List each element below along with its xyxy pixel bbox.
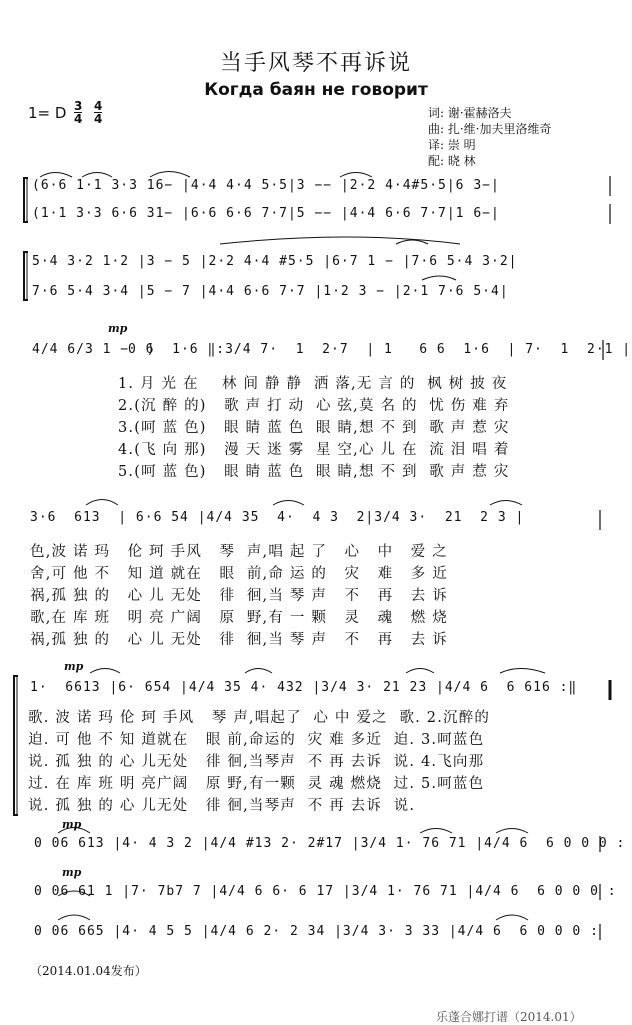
section1-lyric-verse4: 4.(飞 向 那) 漫 天 迷 雾 星 空,心 儿 在 流 泪 唱 着 <box>118 442 510 458</box>
dynamic-mp-4: mp <box>62 866 82 879</box>
song-title-chinese: 当手风琴不再诉说 <box>219 51 412 76</box>
key-signature: 1= D <box>28 104 67 122</box>
lyricist-credit: 词: 谢·霍赫洛夫 <box>428 106 512 120</box>
section3-lyric-verse1: 歌. 波 诺 玛 伦 珂 手风 琴 声,唱起了 心 中 爱之 歌. 2.沉醉的 <box>28 710 491 726</box>
section3-lyric-verse4: 过. 在 库 班 明 亮广阔 原 野,有一颗 灵 魂 燃烧 过. 5.呵蓝色 <box>28 776 485 792</box>
section3-notes: 1· 6613 |6· 654 |4/4 35 4· 432 |3/4 3· 21 23 |4/4 6 6 616 :‖ <box>30 680 578 695</box>
section2-lyric-verse2: 舍,可 他 不 知 道 就在 眼 前,命 运 的 灾 难 多 近 <box>30 566 448 582</box>
intro-row1-upper: (6·6 1·1 3·3 16− |4·4 4·4 5·5|3 −− |2·2 4·4#5·5|6 3−| <box>32 178 500 193</box>
dynamic-mp-3: mp <box>62 818 82 831</box>
section3-lyric-verse2: 迫. 可 他 不 知 道就在 眼 前,命运的 灾 难 多近 迫. 3.呵蓝色 <box>28 732 485 748</box>
engraver-credit: 乐蓬合娜打谱（2014.01） <box>436 1010 582 1024</box>
time-signature-4-4: 4 4 <box>94 99 103 126</box>
publish-date: （2014.01.04发布） <box>30 964 147 978</box>
section1-lyric-verse1: 1. 月 光 在 林 间 静 静 洒 落,无 言 的 枫 树 披 夜 <box>118 376 508 392</box>
section1-lyric-verse2: 2.(沉 醉 的) 歌 声 打 动 心 弦,莫 名 的 忧 伤 难 弃 <box>118 398 510 414</box>
intro-row2-upper: 5·4 3·2 1·2 |3 − 5 |2·2 4·4 #5·5 |6·7 1 − |7·6 5·4 3·2| <box>32 254 518 269</box>
section1-lyric-verse5: 5.(呵 蓝 色) 眼 睛 蓝 色 眼 睛,想 不 到 歌 声 惹 灾 <box>118 464 510 480</box>
section2-notes: 3·6 613 | 6·6 54 |4/4 35 4· 4 3 2|3/4 3· 21 2 3 | <box>30 510 525 525</box>
section4-part2: 0 06 61 1 |7· 7b7 7 |4/4 6 6· 6 17 |3/4 1· 76 71 |4/4 6 6 0 0 0 : <box>34 884 617 899</box>
section3-lyric-verse3: 说. 孤 独 的 心 儿无处 徘 徊,当琴声 不 再 去诉 说. 4.飞向那 <box>28 754 485 770</box>
section2-lyric-verse5: 祸,孤 独 的 心 儿 无处 徘 徊,当 琴 声 不 再 去 诉 <box>30 632 448 648</box>
section2-lyric-verse4: 歌,在 库 班 明 亮 广阔 原 野,有 一 颗 灵 魂 燃 烧 <box>30 610 448 626</box>
section3-lyric-verse5: 说. 孤 独 的 心 儿无处 徘 徊,当琴声 不 再 去诉 说. <box>28 798 416 814</box>
song-title-russian: Когда баян не говорит <box>204 80 428 100</box>
section1-lyric-verse3: 3.(呵 蓝 色) 眼 睛 蓝 色 眼 睛,想 不 到 歌 声 惹 灾 <box>118 420 510 436</box>
section1-notes: 0 6 1·6 ‖:3/4 7· 1 2·7 | 1 6 6 1·6 | 7· 1 2·1 | <box>128 342 632 357</box>
arranger-credit: 配: 晓 林 <box>428 154 476 168</box>
composer-credit: 曲: 扎·维·加夫里洛维奇 <box>428 122 552 136</box>
section2-lyric-verse3: 祸,孤 独 的 心 儿 无处 徘 徊,当 琴 声 不 再 去 诉 <box>30 588 448 604</box>
section1-prefix: 4/4 6/3 1 − ) <box>32 342 156 357</box>
section4-part1: 0 06 613 |4· 4 3 2 |4/4 #13 2· 2#17 |3/4 1· 76 71 |4/4 6 6 0 0 0 : <box>34 836 626 851</box>
section4-part3: 0 06 665 |4· 4 5 5 |4/4 6 2· 2 34 |3/4 3· 3 33 |4/4 6 6 0 0 0 : <box>34 924 599 939</box>
intro-row2-lower: 7·6 5·4 3·4 |5 − 7 |4·4 6·6 7·7 |1·2 3 − |2·1 7·6 5·4| <box>32 284 509 299</box>
section2-lyric-verse1: 色,波 诺 玛 伦 珂 手风 琴 声,唱 起 了 心 中 爱 之 <box>30 544 448 560</box>
dynamic-mp-2: mp <box>64 660 84 673</box>
intro-row1-lower: (1·1 3·3 6·6 31− |6·6 6·6 7·7|5 −− |4·4 6·6 7·7|1 6−| <box>32 206 500 221</box>
time-signature-3-4: 3 4 <box>74 99 83 126</box>
translator-credit: 译: 崇 明 <box>428 138 476 152</box>
dynamic-mp-1: mp <box>108 322 128 335</box>
